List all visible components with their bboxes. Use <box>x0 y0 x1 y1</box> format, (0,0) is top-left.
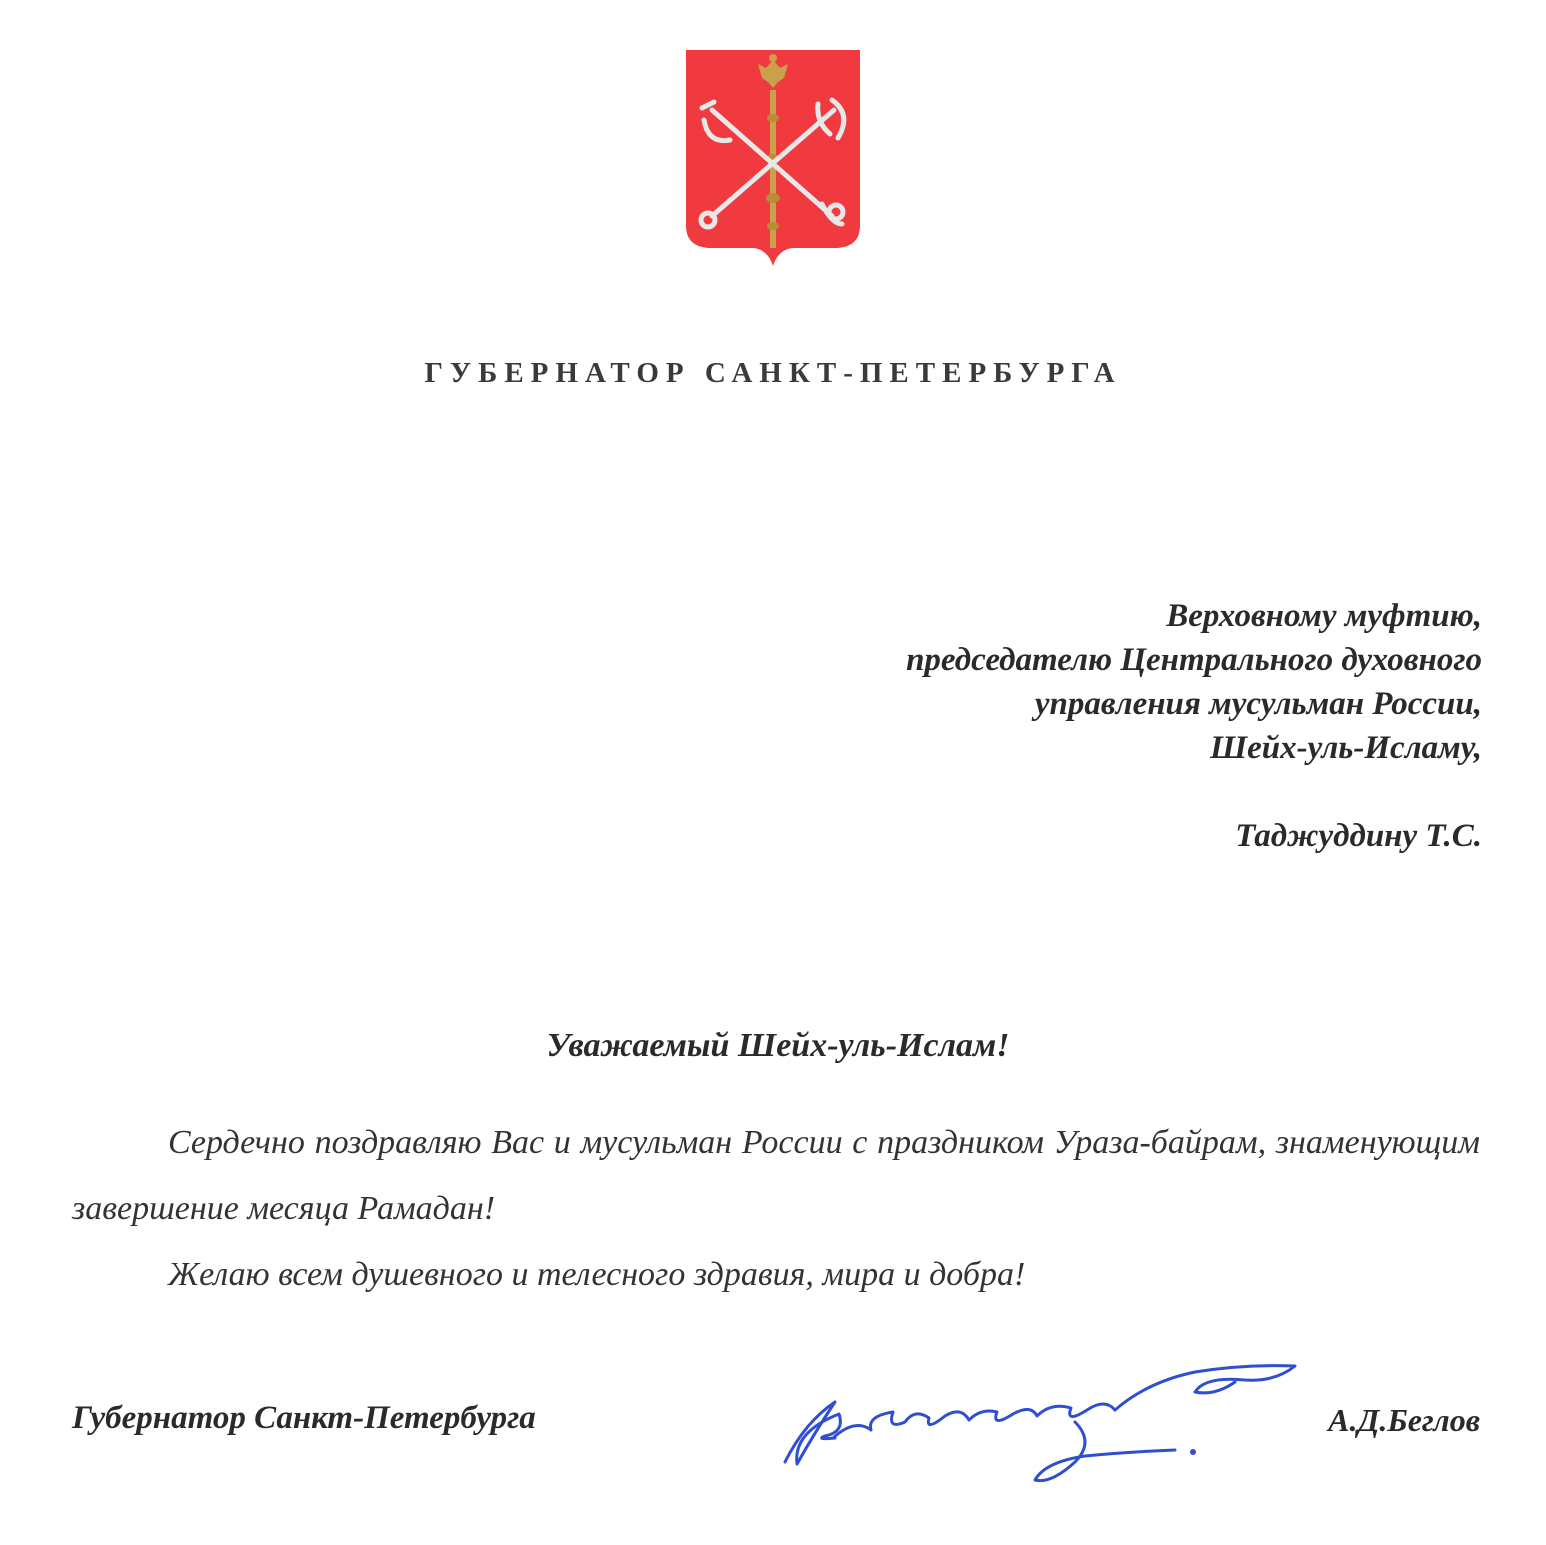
addressee-line: управления мусульман России, <box>1034 686 1482 722</box>
body-paragraph: Сердечно поздравляю Вас и мусульман России с праздником Ураза-байрам, знаменующим завершение месяца Рамадан! <box>72 1124 1480 1227</box>
signatory-name: А.Д.Беглов <box>1328 1402 1480 1438</box>
letter-body <box>72 1110 1480 1308</box>
body-paragraph: Желаю всем душевного и телесного здравия, мира и добра! <box>168 1256 1026 1293</box>
addressee-block <box>906 594 1482 858</box>
coat-of-arms-icon <box>682 48 864 270</box>
handwritten-signature <box>775 1352 1305 1492</box>
addressee-name: Таджуддину Т.С. <box>1235 818 1482 854</box>
addressee-line: председателю Центрального духовного <box>906 642 1482 678</box>
letterhead-title: ГУБЕРНАТОР САНКТ-ПЕТЕРБУРГА <box>424 357 1122 389</box>
addressee-line: Шейх-уль-Исламу, <box>1209 730 1482 766</box>
signatory-title: Губернатор Санкт-Петербурга <box>72 1400 536 1436</box>
salutation: Уважаемый Шейх-уль-Ислам! <box>546 1027 1010 1064</box>
addressee-line: Верховному муфтию, <box>1166 598 1482 634</box>
